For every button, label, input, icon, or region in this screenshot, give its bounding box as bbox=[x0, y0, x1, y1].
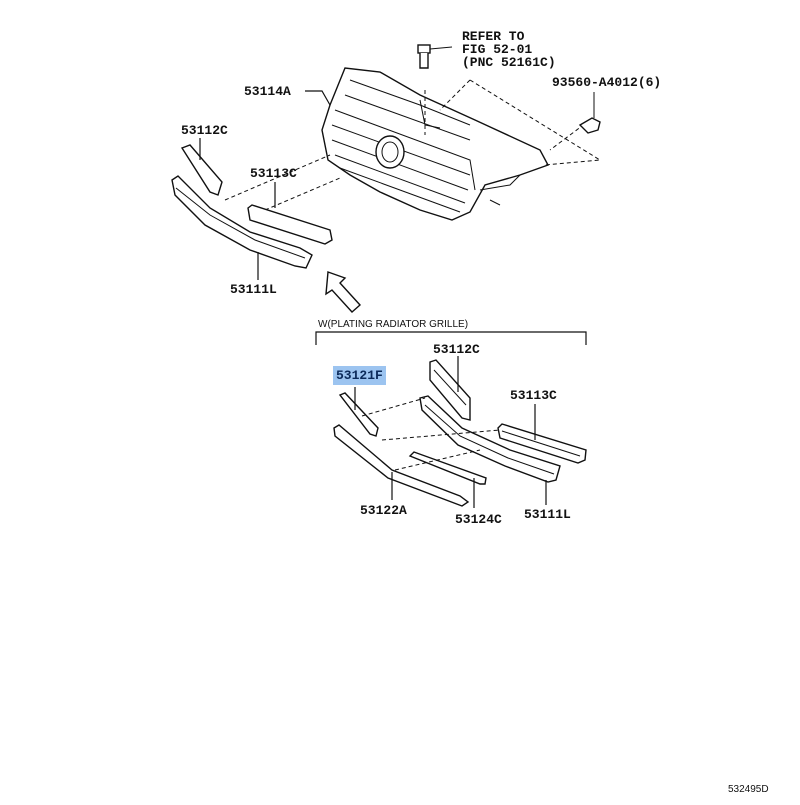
part-label-53111l-upper[interactable]: 53111L bbox=[230, 282, 277, 297]
part-label-93560-a4012[interactable]: 93560-A4012(6) bbox=[552, 75, 662, 90]
part-label-53112c-lower[interactable]: 53112C bbox=[433, 342, 480, 357]
figure-code: 532495D bbox=[728, 784, 769, 795]
part-label-53112c-upper[interactable]: 53112C bbox=[181, 123, 228, 138]
part-label-53113c-upper[interactable]: 53113C bbox=[250, 166, 297, 181]
part-label-53114a[interactable]: 53114A bbox=[244, 84, 291, 99]
section-title: W(PLATING RADIATOR GRILLE) bbox=[318, 319, 469, 330]
fig-reference-label[interactable]: FIG 52-01 bbox=[462, 42, 533, 57]
clip-icon bbox=[418, 45, 452, 68]
radiator-grille-assembly bbox=[322, 68, 548, 220]
highlight-badge: 53121F bbox=[333, 366, 386, 385]
direction-arrow-icon bbox=[326, 272, 360, 312]
part-label-53113c-lower[interactable]: 53113C bbox=[510, 388, 557, 403]
part-label-53111l-lower[interactable]: 53111L bbox=[524, 507, 571, 522]
part-label-53122a[interactable]: 53122A bbox=[360, 503, 407, 518]
part-label-53124c[interactable]: 53124C bbox=[455, 512, 502, 527]
bolt-icon bbox=[580, 92, 600, 133]
part-label-53121f-highlighted[interactable] bbox=[333, 369, 386, 382]
refer-to-label: REFER TO bbox=[462, 29, 525, 44]
pnc-reference-label: (PNC 52161C) bbox=[462, 55, 556, 70]
part-53121f bbox=[340, 387, 378, 436]
